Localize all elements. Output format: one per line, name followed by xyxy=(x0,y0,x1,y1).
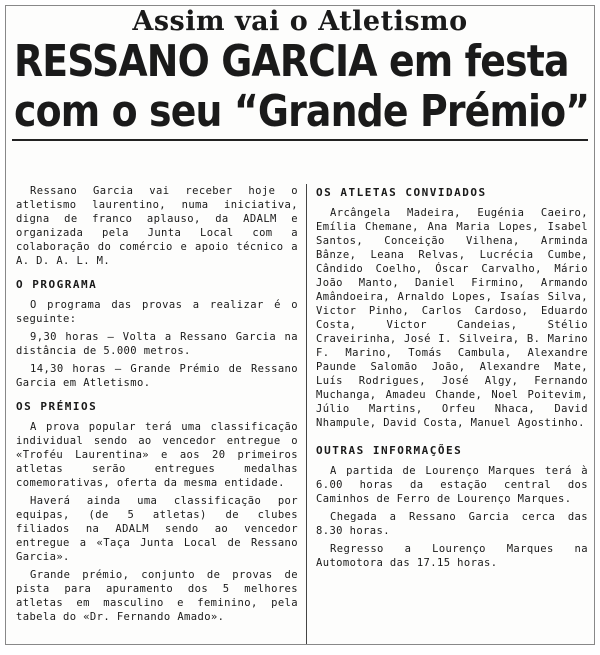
outras-paragraph-3: Regresso a Lourenço Marques na Automotora das 17.15 horas. xyxy=(316,543,588,569)
article-body xyxy=(6,184,594,644)
outras-paragraph-2: Chegada a Ressano Garcia cerca das 8.30 horas. xyxy=(316,511,588,537)
premios-heading: OS PRÉMIOS xyxy=(16,400,98,413)
atletas-heading: OS ATLETAS CONVIDADOS xyxy=(316,186,487,199)
outras-heading: OUTRAS INFORMAÇÕES xyxy=(316,444,463,457)
intro-paragraph: Ressano Garcia vai receber hoje o atletismo laurentino, numa iniciativa, digna de franco aplauso, da ADALM e organizada pela Junta Local com a colaboração do comércio e apoio técnico a A. D. A. L. M. xyxy=(16,185,298,267)
headline-line-2: com o seu “Grande Prémio” xyxy=(14,86,590,137)
programa-item-2: 14,30 horas — Grande Prémio de Ressano Garcia em Atletismo. xyxy=(16,363,298,389)
column-divider xyxy=(306,184,307,644)
programa-paragraph: O programa das provas a realizar é o seguinte: xyxy=(16,299,298,325)
outras-paragraph-1: A partida de Lourenço Marques terá à 6.00 horas da estação central dos Caminhos de Ferro de Lourenço Marques. xyxy=(316,465,588,505)
premios-paragraph-1: A prova popular terá uma classificação individual sendo ao vencedor entregue o «Troféu Laurentina» e aos 20 primeiros atletas serão entregues medalhas comemorativas, oferta da mesma entidade. xyxy=(16,421,298,489)
headline-line-1: RESSANO GARCIA em festa xyxy=(14,36,569,87)
atletas-paragraph: Arcângela Madeira, Eugénia Caeiro, Emília Chemane, Ana Maria Lopes, Isabel Santos, Conceição Vilhena, Arminda Bânze, Leana Relvas, Lucrécia Cumbe, Cândido Coelho, Óscar Carvalho, Mário João Manto, Daniel Firmino, Armando Amândoeira, Arnaldo Lopes, Isaías Silva, Victor Pinho, Carlos Cardoso, Eduardo Costa, Victor Candeias, Stélio Craveirinha, José I. Silveira, B. Marino F. Marino, Tomás Cambula, Alexandre Paunde Salomão João, Alexandre Mate, Luís Rodrigues, José Algy, Fernando Muchanga, Amadeu Chande, Noel Poitevim, Júlio Martins, Orfeu Nhaca, David Nhampule, David Costa, Manuel Agostinho. xyxy=(316,207,588,429)
premios-paragraph-3: Grande prémio, conjunto de provas de pista para apuramento dos 5 melhores atletas em masculino e feminino, pela tabela do «Dr. Fernando Amado». xyxy=(16,569,298,623)
newspaper-clipping xyxy=(5,5,595,645)
right-column xyxy=(316,184,588,644)
programa-item-1: 9,30 horas — Volta a Ressano Garcia na distância de 5.000 metros. xyxy=(16,331,298,357)
article-kicker: Assim vai o Atletismo xyxy=(132,6,468,37)
left-column xyxy=(16,184,298,644)
headline-rule xyxy=(12,139,588,141)
programa-heading: O PROGRAMA xyxy=(16,278,98,291)
premios-paragraph-2: Haverá ainda uma classificação por equipas, (de 5 atletas) de clubes filiados na ADALM sendo ao vencedor entregue a «Taça Junta Local de Ressano Garcia». xyxy=(16,495,298,563)
